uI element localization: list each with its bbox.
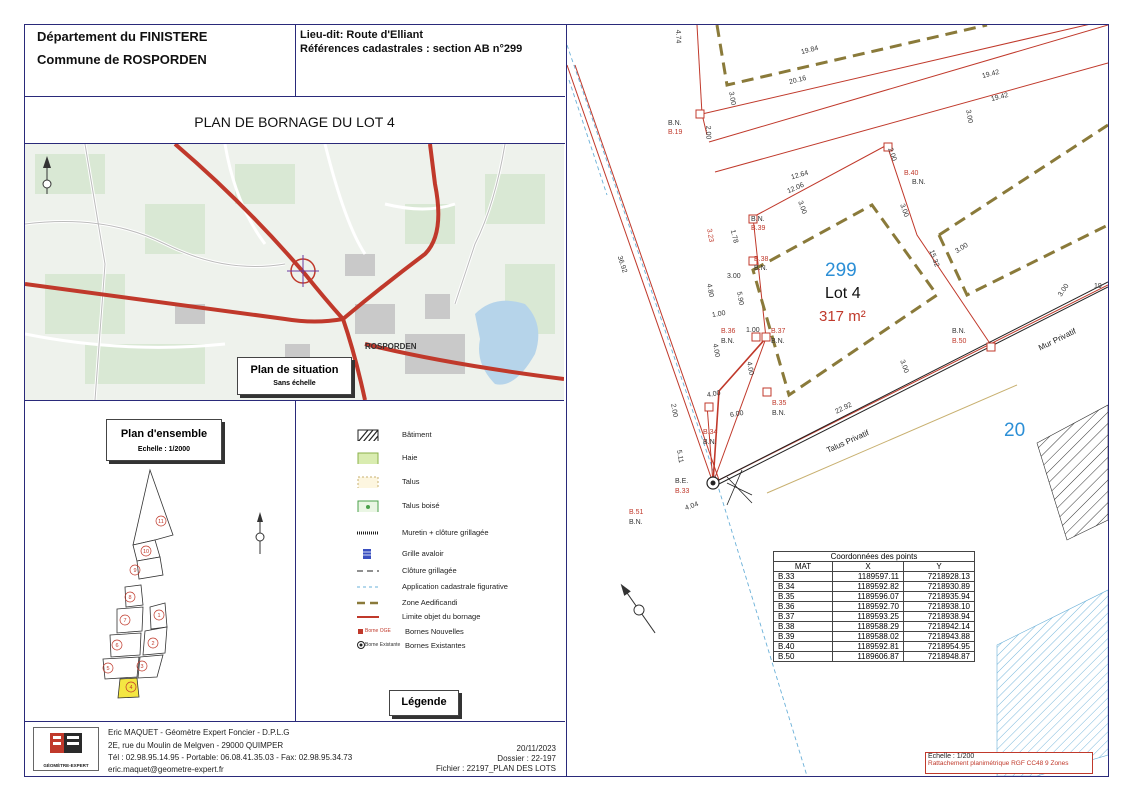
coords-cell-y: 7218943.88 (904, 632, 975, 642)
town-label: ROSPORDEN (365, 342, 417, 351)
dim-label: 5.90 (735, 291, 745, 306)
ge-logo-icon (34, 728, 98, 758)
lot-label-10: 10 (142, 549, 150, 555)
coords-table (773, 551, 975, 662)
coords-cell-mat: B.50 (774, 652, 833, 662)
dim-label: 5.11 (674, 449, 685, 464)
coords-cell-mat: B.33 (774, 572, 833, 582)
footer-phones: Tél : 02.98.95.14.95 - Portable: 06.08.41.35.03 - Fax: 02.98.95.34.73 (108, 753, 353, 762)
coords-cell-y: 7218938.10 (904, 602, 975, 612)
point-code: B.N. (703, 439, 717, 446)
coords-row (774, 602, 975, 612)
coords-cell-y: 7218928.13 (904, 572, 975, 582)
point-id: B.19 (668, 129, 683, 136)
coords-cell-x: 1189606.87 (833, 652, 904, 662)
plan-title: PLAN DE BORNAGE DU LOT 4 (194, 114, 395, 130)
dim-label: 3.00 (964, 109, 974, 124)
coords-cell-mat: B.39 (774, 632, 833, 642)
lot-label-3: 3 (140, 664, 144, 670)
point-id: B.40 (904, 170, 919, 177)
application-icon (357, 581, 379, 593)
coords-cell-mat: B.35 (774, 592, 833, 602)
point-id: B.37 (771, 328, 786, 335)
muretin-icon (357, 527, 379, 539)
dim-label: 36.92 (615, 255, 628, 274)
talus-boise-icon (357, 500, 379, 512)
coords-cell-mat: B.37 (774, 612, 833, 622)
lot-label-11: 11 (158, 519, 164, 525)
coords-cell-x: 1189596.07 (833, 592, 904, 602)
coords-cell-mat: B.40 (774, 642, 833, 652)
rattachement-label: Rattachement planimétrique RGF CC48 9 Zones (928, 760, 1069, 767)
dim-label: 1.78 (728, 229, 739, 244)
hedge-icon (357, 452, 379, 464)
dim-label: 2.00 (886, 146, 898, 163)
lot-label-2: 2 (151, 641, 155, 647)
point-code: B.N. (751, 216, 765, 223)
coords-cell-x: 1189592.70 (833, 602, 904, 612)
dim-label: 4.04 (684, 500, 700, 513)
coords-cell-x: 1189597.11 (833, 572, 904, 582)
dim-label: 1.00 (711, 309, 727, 320)
hatch-icon (357, 429, 379, 441)
lot-11-shape (133, 470, 173, 545)
footer-address: 2E, rue du Moulin de Melgven - 29000 QUIMPER (108, 741, 284, 750)
coords-row (774, 652, 975, 662)
logo-text: GÉOMÈTRE-EXPERT (43, 763, 89, 768)
lot-label-5: 5 (106, 666, 110, 672)
dim-label: 2.00 (704, 125, 712, 140)
scale-label: Echelle : 1/200 (928, 753, 975, 760)
north-arrow-ensemble (252, 512, 268, 556)
ensemble-subtitle: Echelle : 1/2000 (137, 446, 191, 453)
neighbor-parcel: 20 (1004, 420, 1026, 441)
dim-label: 3.00 (1057, 282, 1071, 299)
situation-subtitle: Sans échelle (273, 380, 316, 387)
dim-label: 19.84 (800, 44, 820, 57)
b33-existing-dot (711, 481, 716, 486)
coords-cell-y: 7218954.95 (904, 642, 975, 652)
legend: Bâtiment Haie Talus Talus boisé Muretin + clôture grillagée Grille avaloir Clôture grillagée Application cadastrale figurative Zone Aedificandi Limite objet du bornage Borne OGE Bornes Nouvelles Borne Existante Bornes Existantes (357, 429, 557, 659)
point-id: B.51 (629, 509, 644, 516)
lot-label-4: 4 (129, 685, 133, 691)
point-code: B.N. (629, 519, 643, 526)
lot-2-shape (143, 627, 167, 655)
coords-cell-mat: B.34 (774, 582, 833, 592)
ensemble-lots-svg (95, 465, 195, 705)
hatched-building-bottom (997, 590, 1108, 776)
coords-cell-y: 7218930.89 (904, 582, 975, 592)
point-code: B.N. (721, 338, 735, 345)
commune-label: Commune de ROSPORDEN (37, 52, 207, 67)
lot-label-6: 6 (115, 643, 119, 649)
lot-label-8: 8 (128, 595, 132, 601)
dim-label: 3.00 (898, 358, 910, 375)
coords-cell-y: 7218935.94 (904, 592, 975, 602)
coords-cell-y: 7218948.87 (904, 652, 975, 662)
dim-label: 3.00 (954, 241, 970, 256)
dim-label: 15.32 (927, 249, 941, 268)
talus-icon (357, 476, 379, 488)
point-code: B.N. (771, 338, 785, 345)
dim-label: 3.00 (727, 273, 741, 280)
point-id: B.36 (721, 328, 736, 335)
logo (33, 727, 99, 771)
legend-title: Légende (401, 696, 447, 708)
ensemble-title: Plan d'ensemble (120, 428, 208, 440)
lot-label-7: 7 (123, 618, 127, 624)
situation-title: Plan de situation (250, 364, 339, 376)
point-id: B.50 (952, 338, 967, 345)
dim-label: 4.74 (674, 29, 682, 44)
cadastral-lines (567, 45, 810, 776)
point-id: B.39 (751, 225, 766, 232)
coords-title: Coordonnées des points (774, 552, 975, 562)
point-id: B.35 (772, 400, 787, 407)
footer-email: eric.maquet@geometre-expert.fr (108, 765, 224, 774)
scale-box (925, 752, 1093, 774)
lieu-dit-label: Lieu-dit: Route d'Elliant (300, 29, 423, 41)
talus-line (767, 385, 1017, 493)
lot-label-9: 9 (133, 568, 137, 574)
coords-row (774, 632, 975, 642)
dim-label: 4.00 (706, 389, 722, 400)
footer-name: Eric MAQUET - Géomètre Expert Foncier - D.P.L.G (108, 728, 290, 737)
coords-row (774, 612, 975, 622)
ensemble-legend-divider (295, 401, 296, 721)
dim-label: 4.00 (711, 343, 721, 358)
lot-label: Lot 4 (825, 285, 861, 302)
footer-fichier: Fichier : 22197_PLAN DES LOTS (435, 764, 556, 773)
point-code: B.N. (668, 120, 682, 127)
dim-label: 12.64 (790, 169, 810, 182)
coords-row (774, 582, 975, 592)
coords-cell-y: 7218938.94 (904, 612, 975, 622)
dim-label: 3.00 (796, 199, 808, 216)
coords-header-x: X (833, 562, 904, 572)
area-label: 317 m² (819, 308, 866, 325)
dim-label: 3.00 (898, 202, 910, 219)
coords-row (774, 622, 975, 632)
point-code: B.N. (754, 265, 768, 272)
coords-cell-mat: B.38 (774, 622, 833, 632)
dim-label: 19.42 (990, 91, 1010, 104)
footer-date: 20/11/2023 (516, 744, 556, 753)
limite-icon (357, 611, 379, 623)
point-code: B.N. (912, 179, 926, 186)
point-code: B.N. (772, 410, 786, 417)
dim-label: 19.42 (981, 68, 1001, 81)
coords-row (774, 572, 975, 582)
dim-label: 19 (1094, 283, 1102, 290)
legend-label-box (389, 690, 459, 716)
coords-cell-x: 1189588.29 (833, 622, 904, 632)
coords-table-wrap (773, 551, 975, 662)
dim-label: 22.92 (834, 401, 854, 416)
coords-header-mat: MAT (774, 562, 833, 572)
bornage-plan-svg (567, 25, 1108, 776)
dim-label: 20.16 (788, 74, 808, 87)
departement-label: Département du FINISTERE (37, 29, 208, 44)
dim-label: 3.23 (705, 228, 715, 243)
point-code: B.E. (675, 478, 689, 485)
coords-cell-x: 1189592.81 (833, 642, 904, 652)
coords-cell-mat: B.36 (774, 602, 833, 612)
dim-label: 4.00 (745, 361, 755, 376)
ensemble-label-box (106, 419, 222, 461)
situation-label-box (237, 357, 352, 395)
hatched-building-top (1037, 405, 1108, 540)
footer-dossier: Dossier : 22-197 (497, 754, 556, 763)
mur-privatif-label: Mur Privatif (1037, 326, 1078, 353)
coords-cell-x: 1189593.25 (833, 612, 904, 622)
north-arrow-plan (617, 581, 660, 636)
dim-label: 4.80 (705, 283, 715, 298)
coords-header-y: Y (904, 562, 975, 572)
point-id: B.34 (703, 429, 718, 436)
grille-icon (357, 548, 379, 560)
corner-sketch (727, 470, 752, 505)
lot-label-1: 1 (157, 613, 161, 619)
talus-privatif-label: Talus Privatif (825, 428, 871, 455)
point-id: B.38 (754, 256, 769, 263)
dim-label: 3.00 (727, 91, 737, 106)
coords-row (774, 642, 975, 652)
parcel-number: 299 (825, 260, 857, 281)
right-panel (566, 24, 1109, 777)
zone-icon (357, 597, 379, 609)
cloture-icon (357, 565, 379, 577)
dim-label: 6.00 (729, 409, 745, 420)
lot-9-shape (137, 557, 163, 579)
coords-cell-y: 7218942.14 (904, 622, 975, 632)
dim-label: 2.00 (669, 403, 679, 418)
coords-cell-x: 1189588.02 (833, 632, 904, 642)
coords-row (774, 592, 975, 602)
references-label: Références cadastrales : section AB n°299 (300, 43, 523, 55)
coords-cell-x: 1189592.82 (833, 582, 904, 592)
dim-label: 1.00 (746, 327, 760, 334)
point-id: B.33 (675, 488, 690, 495)
point-code: B.N. (952, 328, 966, 335)
dim-label: 12.06 (786, 181, 806, 196)
